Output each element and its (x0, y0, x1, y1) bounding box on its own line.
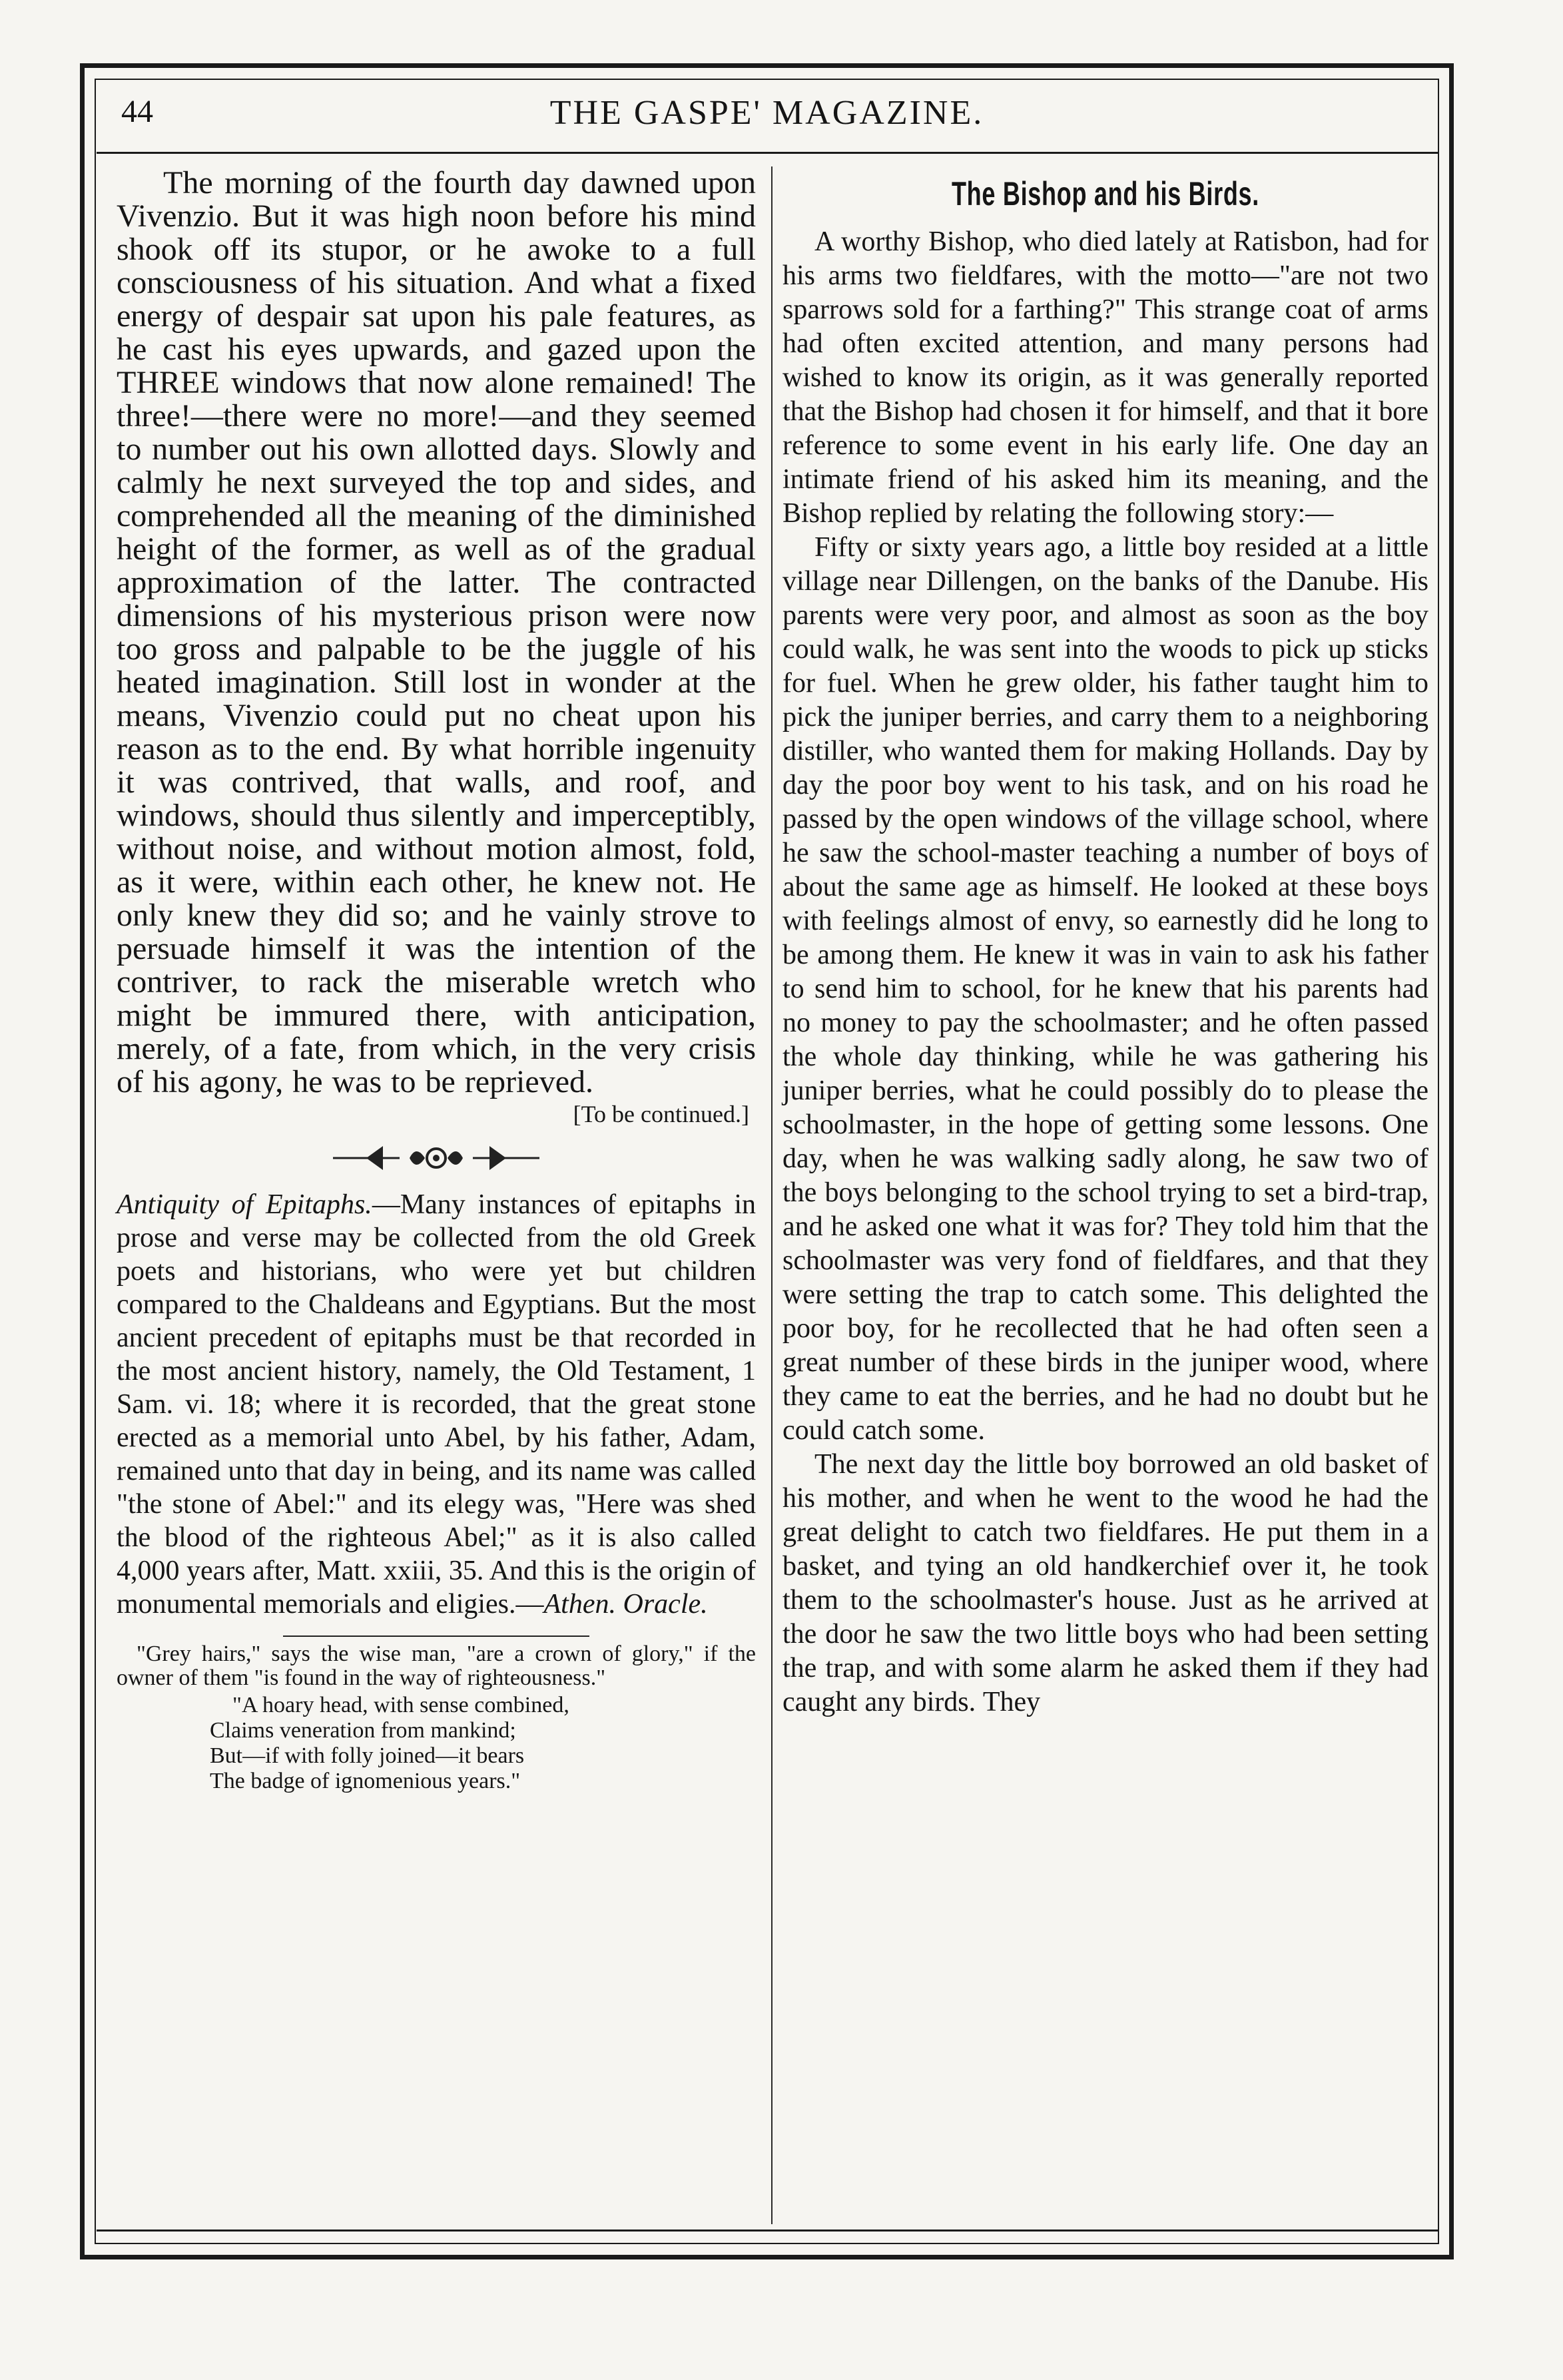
page-header (95, 87, 1439, 153)
section-ornament (117, 1128, 756, 1188)
footer-rule (97, 2230, 1439, 2231)
article-paragraph: Fifty or sixty years ago, a little boy resided at a little village near Dillengen, on the banks of the Danube. His parents were very poor, and almost as soon as the boy could walk, he was sent into the woods to pick up sticks for fuel. When he grew older, his father taught him to pick the juniper berries, and carry them to a neighboring distiller, who wanted them for making Hollands. Day by day the poor boy went to his task, and on his road he passed by the open windows of the village school, where he saw the school-master teaching a number of boys of about the same age as himself. He looked at these boys with feelings almost of envy, so earnestly did he long to be among them. He knew it was in vain to ask his father to send him to school, for he knew that his parents had no money to pay the schoolmaster; and he often passed the whole day thinking, while he was gathering his juniper berries, what he could possibly do to please the schoolmaster, in the hope of getting some lessons. One day, when he was walking sadly along, he saw two of the boys belonging to the school trying to set a bird-trap, and he asked one what it was for? They told him that the schoolmaster was very fond of fieldfares, and that they were setting the trap to catch some. This delighted the poor boy, for he recollected that he had often seen a great number of these birds in the juniper wood, where they came to eat the berries, and he had no doubt but he could catch some. (782, 532, 1428, 1446)
epitaphs-text: —Many instances of epitaphs in prose and verse may be collected from the old Greek poets and historians, who were yet but children compared to the Chaldeans and Egyptians. But the most ancient precedent of epitaphs must be that recorded in the most ancient history, namely, the Old Testament, 1 Sam. vi. 18; where it is recorded, that the great stone erected as a memorial unto Abel, by his father, Adam, remained unto that day in being, and its name was called "the stone of Abel:" and its elegy was, "Here was shed the blood of the righteous Abel;" as it is also called 4,000 years after, Matt. xxiii, 35. And this is the origin of monumental memorials and eligies.— (117, 1189, 757, 1620)
verse-line: "A hoary head, with sense combined, (232, 1693, 569, 1717)
article-paragraph: The next day the little boy borrowed an old basket of his mother, and when he went to the wood he had the great delight to catch two fieldfares. He put them in a basket, and tying an old handkerchief over it, he took them to the schoolmaster's house. Just as he arrived at the door he saw the two little boys who had been setting the trap, and with some alarm he asked them if they had caught any birds. They (782, 1449, 1428, 1717)
continued-note: [To be continued.] (573, 1101, 749, 1127)
verse-line: But—if with folly joined—it bears (210, 1743, 525, 1768)
epitaphs-source: Athen. Oracle. (543, 1589, 708, 1620)
verse-line: Claims veneration from mankind; (210, 1718, 516, 1743)
verse-line: The badge of ignomenious years." (210, 1769, 521, 1793)
epitaphs-title: Antiquity of Epitaphs. (117, 1189, 372, 1220)
short-rule (283, 1636, 589, 1637)
story-paragraph: The morning of the fourth day dawned upon Vivenzio. But it was high noon before his mind shook off its stupor, or he awoke to a full consciousness of his situation. And what a fixed energy of despair sat upon his pale features, as he cast his eyes upwards, and gazed upon the THREE windows that now alone remained! The three!—there were no more!—and they seemed to number out his own allotted days. Slowly and calmly he next surveyed the top and sides, and comprehended all the meaning of the diminished height of the former, as well as of the gradual approximation of the latter. The contracted dimensions of his mysterious prison were now too gross and palpable to be the juggle of his heated imagination. Still lost in wonder at the means, Vivenzio could put no cheat upon his reason as to the end. By what horrible ingenuity it was contrived, that walls, and roof, and windows, should thus silently and imperceptibly, without noise, and without motion almost, fold, as it were, within each other, he knew not. He only knew they did so; and he vainly strove to persuade himself it was the intention of the contriver, to rack the miserable wretch who might be immured there, with anticipation, merely, of a fate, from which, in the very crisis of his agony, he was to be reprieved. (117, 165, 756, 1099)
right-column (782, 166, 1428, 1719)
left-column (117, 166, 756, 1794)
page-number: 44 (121, 94, 153, 129)
header-rule (97, 152, 1439, 154)
verse-stanza (210, 1693, 756, 1794)
grey-hairs-paragraph: "Grey hairs," says the wise man, "are a crown of glory," if the owner of them "is found in the way of righteousness." (117, 1641, 756, 1690)
article-title: The Bishop and his Birds. (951, 175, 1260, 212)
magazine-title: THE GASPE' MAGAZINE. (549, 94, 984, 132)
column-divider (771, 166, 773, 2224)
article-paragraph: A worthy Bishop, who died lately at Ratisbon, had for his arms two fieldfares, with the motto—"are not two sparrows sold for a farthing?" This strange coat of arms had often excited attention, and many persons had wished to know its origin, as it was generally reported that the Bishop had chosen it for himself, and that it bore reference to some event in his early life. One day an intimate friend of his asked him its meaning, and the Bishop replied by relating the following story:— (782, 226, 1428, 529)
ornament-flourish-icon (326, 1138, 546, 1178)
epitaphs-paragraph (117, 1188, 756, 1621)
